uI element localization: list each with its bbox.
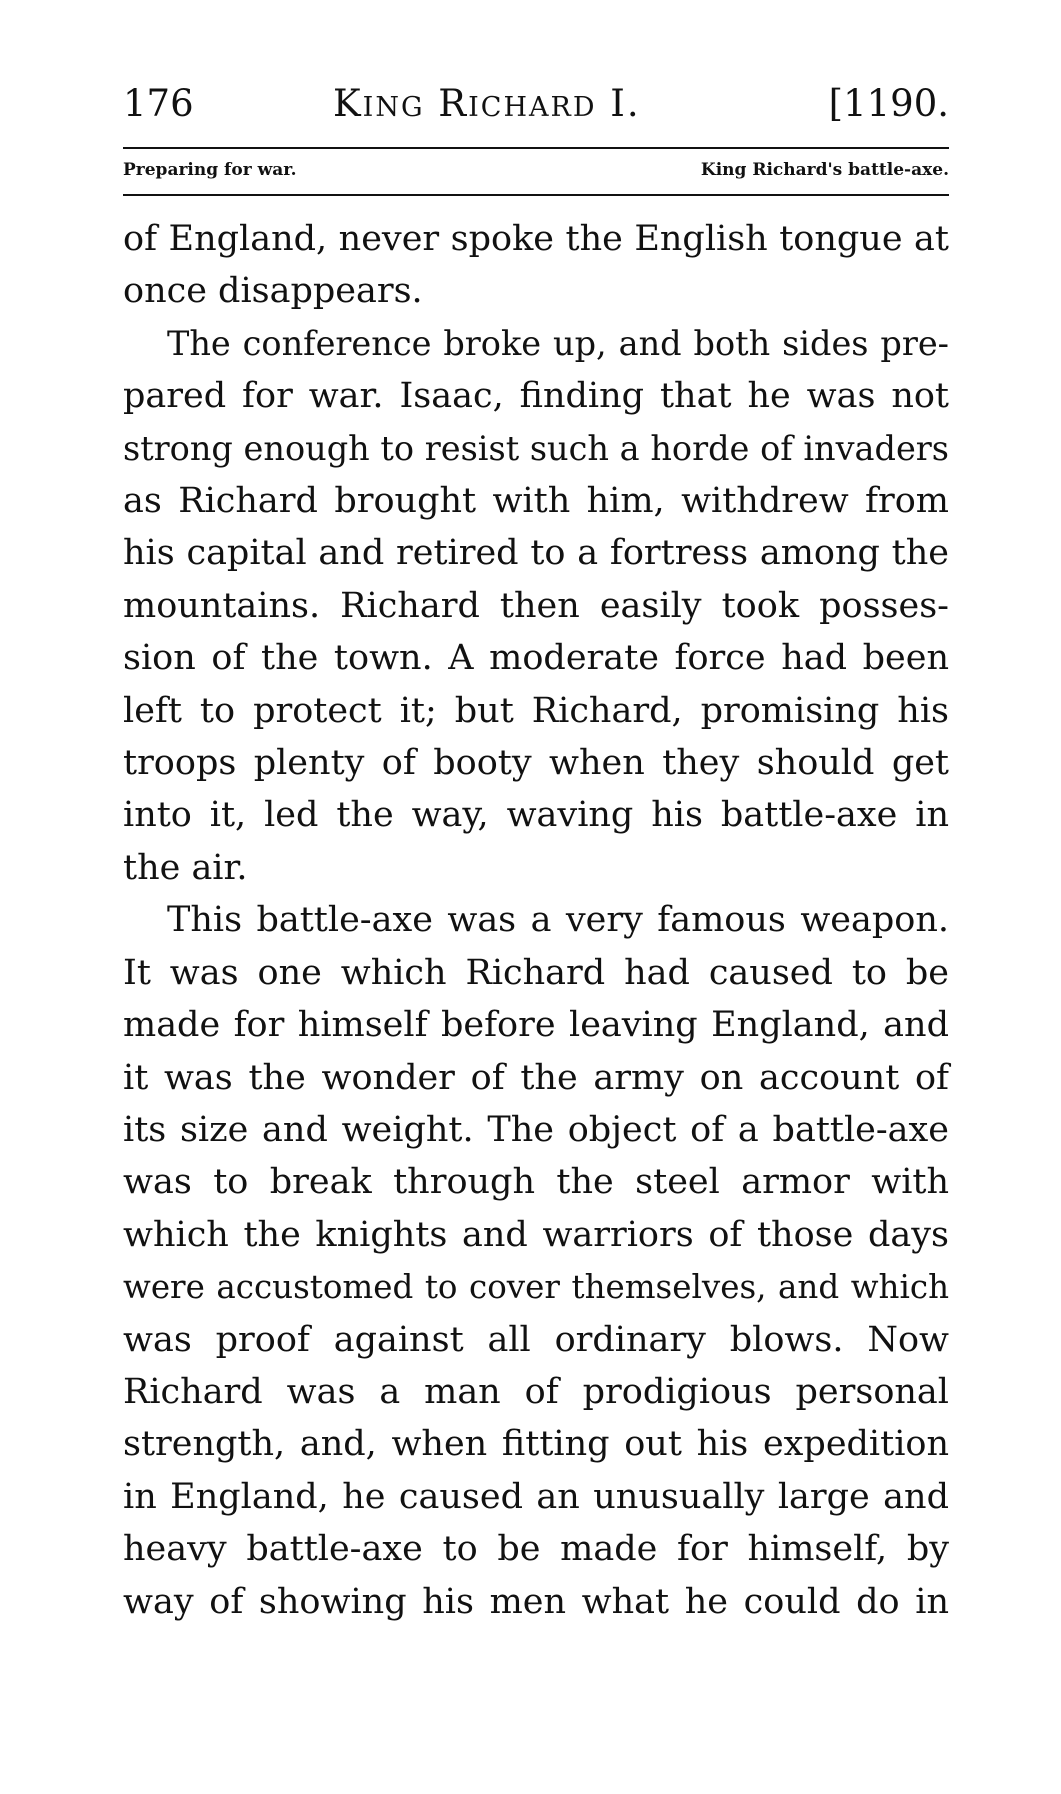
text-line: strength, and, when fitting out his expedition: [123, 1424, 949, 1465]
text-line: way of showing his men what he could do in: [123, 1581, 949, 1622]
text-line: of England, never spoke the English tongue at: [123, 219, 949, 259]
text-line: the air.: [123, 847, 248, 888]
section-subheader: [123, 160, 949, 184]
text-line: its size and weight. The object of a battle-axe: [123, 1109, 949, 1150]
page-number: 176: [123, 82, 194, 125]
title-r: R: [438, 82, 469, 125]
text-line: troops plenty of booty when they should get: [123, 743, 949, 784]
text-line: mountains. Richard then easily took posses-: [123, 585, 949, 626]
text-line: Richard was a man of prodigious personal: [123, 1371, 949, 1412]
text-line: pared for war. Isaac, finding that he was not: [123, 376, 949, 417]
text-line: This battle-axe was a very famous weapon.: [167, 900, 949, 941]
text-line: were accustomed to cover themselves, and which: [123, 1268, 949, 1307]
subheader-left: Preparing for war.: [123, 160, 297, 180]
header-rule-top: [123, 147, 949, 149]
text-line: The conference broke up, and both sides pre-: [167, 323, 949, 363]
text-line: left to protect it; but Richard, promising his: [123, 690, 949, 731]
text-line: was to break through the steel armor with: [123, 1162, 949, 1203]
title-k: K: [333, 82, 363, 125]
title-num: I.: [610, 82, 641, 125]
text-line: once disappears.: [123, 271, 423, 312]
text-line: into it, led the way, waving his battle-axe in: [123, 795, 949, 836]
title-ing: ING: [362, 92, 425, 123]
text-line: which the knights and warriors of those days: [123, 1214, 949, 1255]
text-line: as Richard brought with him, withdrew from: [123, 481, 949, 522]
running-header: [123, 82, 949, 132]
text-line: It was one which Richard had caused to be: [123, 952, 949, 993]
header-rule-bottom: [123, 194, 949, 196]
text-line: sion of the town. A moderate force had been: [123, 638, 949, 679]
text-line: in England, he caused an unusually large and: [123, 1476, 949, 1517]
text-line: heavy battle-axe to be made for himself, by: [123, 1529, 949, 1570]
title-ichard: ICHARD: [468, 92, 597, 123]
running-title: [333, 82, 641, 125]
subheader-right: King Richard's battle-axe.: [700, 160, 949, 180]
text-line: made for himself before leaving England, and: [123, 1005, 949, 1046]
text-line: was proof against all ordinary blows. Now: [123, 1319, 949, 1360]
year-marker: [1190.: [828, 82, 949, 125]
text-line: his capital and retired to a fortress among the: [123, 533, 949, 574]
text-line: strong enough to resist such a horde of invaders: [123, 428, 949, 468]
body-text: [123, 213, 949, 1628]
text-line: it was the wonder of the army on account of: [123, 1057, 949, 1098]
